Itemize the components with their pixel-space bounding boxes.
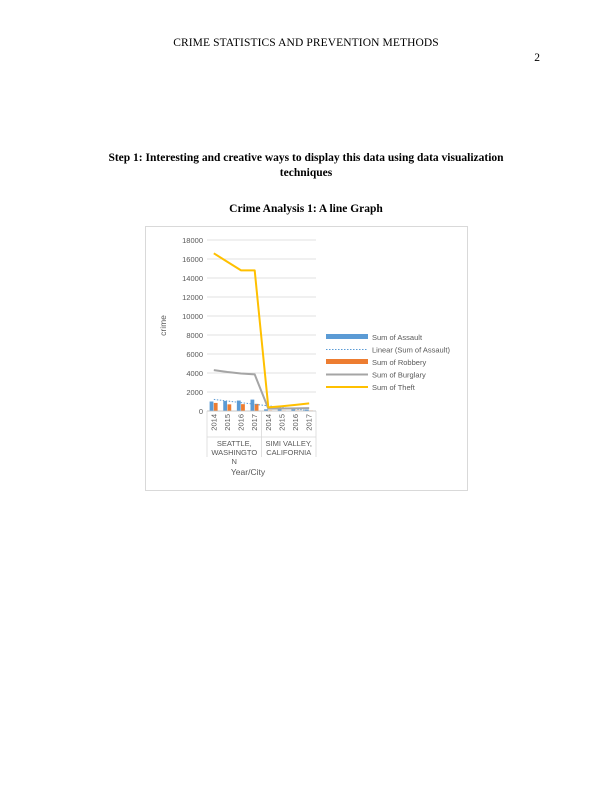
group-label: SIMI VALLEY, <box>265 439 312 448</box>
x-axis-label: Year/City <box>230 467 266 477</box>
legend-swatch <box>326 334 368 339</box>
bar-sum-of-assault <box>223 401 227 411</box>
page-number: 2 <box>534 52 540 64</box>
x-tick-label: 2017 <box>304 414 314 431</box>
y-tick-label: 4000 <box>186 369 203 378</box>
y-tick-label: 10000 <box>182 312 203 321</box>
chart-title: Crime Analysis 1: A line Graph <box>229 203 383 215</box>
bar-sum-of-robbery <box>227 404 231 411</box>
group-label: CALIFORNIA <box>266 448 312 457</box>
y-tick-label: 18000 <box>182 236 203 245</box>
legend-swatch <box>326 359 368 364</box>
y-tick-label: 16000 <box>182 255 203 264</box>
step-heading: Step 1: Interesting and creative ways to display this data using data visualization techniques <box>108 152 504 179</box>
legend-label: Sum of Theft <box>372 383 415 392</box>
y-tick-label: 6000 <box>186 350 203 359</box>
y-axis-label: crime <box>158 315 168 336</box>
y-tick-label: 8000 <box>186 331 203 340</box>
line-sum-of-theft <box>214 253 309 407</box>
running-head: CRIME STATISTICS AND PREVENTION METHODS <box>173 37 439 49</box>
legend-label: Sum of Robbery <box>372 358 427 367</box>
x-tick-label: 2016 <box>236 414 246 431</box>
x-tick-label: 2016 <box>291 414 301 431</box>
bar-sum-of-assault <box>210 402 214 412</box>
bar-sum-of-robbery <box>241 404 245 411</box>
y-tick-label: 14000 <box>182 274 203 283</box>
bar-sum-of-robbery <box>214 403 218 411</box>
x-tick-label: 2014 <box>209 414 219 431</box>
bar-sum-of-assault <box>250 400 254 411</box>
legend-label: Linear (Sum of Assault) <box>372 345 450 355</box>
x-tick-label: 2014 <box>263 414 273 431</box>
line-chart <box>146 227 469 492</box>
group-label: WASHINGTO <box>211 448 258 457</box>
x-tick-label: 2017 <box>250 414 260 431</box>
legend-label: Sum of Burglary <box>372 370 426 380</box>
x-tick-label: 2015 <box>277 414 287 431</box>
y-tick-label: 2000 <box>186 388 203 397</box>
group-label: N <box>231 457 237 466</box>
y-tick-label: 0 <box>198 407 203 416</box>
legend-label: Sum of Assault <box>372 333 423 342</box>
line-sum-of-burglary <box>214 370 309 408</box>
chart-frame <box>145 226 468 491</box>
y-tick-label: 12000 <box>182 293 203 302</box>
group-label: SEATTLE, <box>216 439 252 448</box>
x-tick-label: 2015 <box>222 414 232 431</box>
